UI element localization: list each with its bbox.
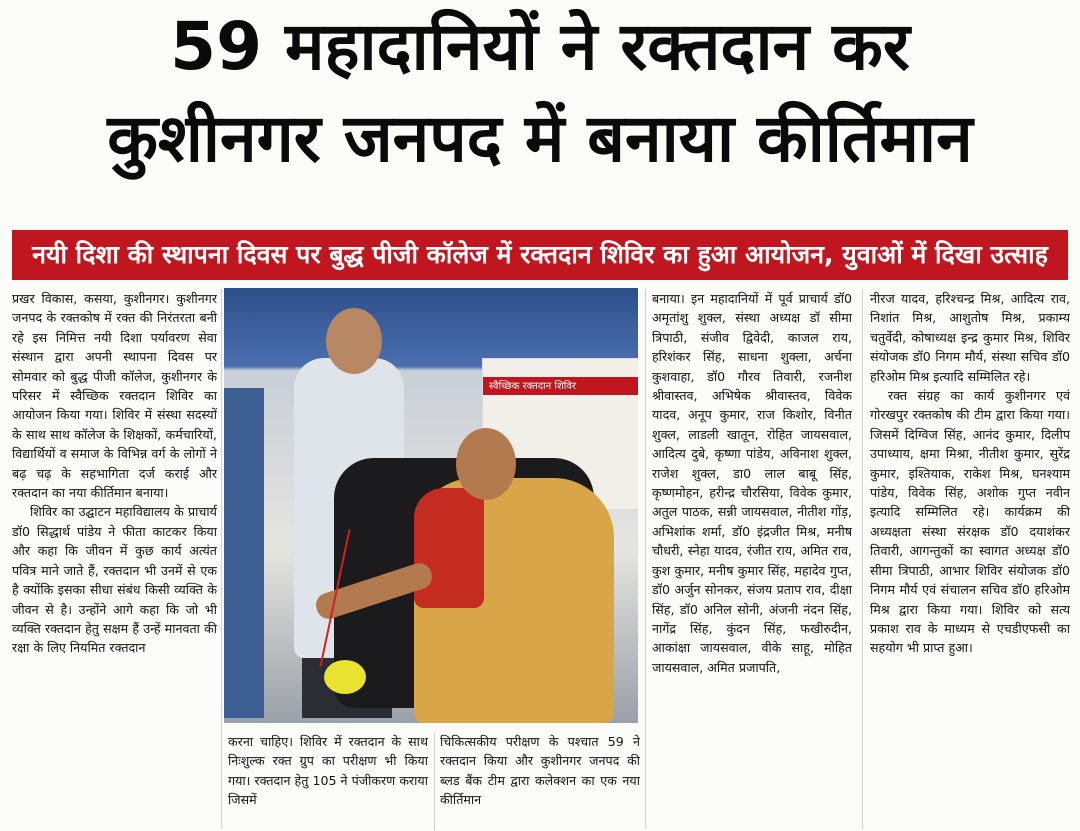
column-rule <box>645 289 646 829</box>
background-person <box>224 388 264 718</box>
poster-text: स्वैच्छिक रक्तदान शिविर <box>489 381 576 392</box>
article-column-2 <box>228 732 428 830</box>
column-rule <box>862 289 863 829</box>
headline <box>0 8 1080 186</box>
column-rule <box>434 732 435 830</box>
paragraph: बनाया। इन महादानियों में पूर्व प्राचार्य डॉ0 अमृतांशु शुक्ल, संस्था अध्यक्ष डॉ सीमा त्रिपाठी, संजीव द्विवेदी, काजल राय, हरिशंकर सिंह, साधना शुक्ला, अर्चना कुशवाहा, डॉ0 गौरव तिवारी, रजनीश श्रीवास्तव, अभिषेक श्रीवास्तव, विवेक यादव, अनूप कुमार, राज किशोर, विनीत शुक्ल, लाडली खातून, रोहित जायसवाल, आदित्य दुबे, कृष्णा पांडेय, अविनाश शुक्ल, राजेश शुक्ल, डा0 लाल बाबू सिंह, कृष्णमोहन, हरीन्द्र चौरसिया, विवेक कुमार, अतुल पाठक, सन्नी जायसवाल, नीतीश गोंड़, अभिशांक शर्मा, डॉ0 इंद्रजीत मिश्र, मनीष चौधरी, स्नेहा यादव, रंजीत राय, अमित राव, कुश कुमार, मनीष कुमार सिंह, महादेव गुप्त, डॉ0 अर्जुन सोनकर, संजय प्रताप राव, दीक्षा सिंह, डॉ0 अनिल सोनी, अंजनी नंदन सिंह, नागेंद्र सिंह, कुंदन सिंह, फखीरुदीन, आकांक्षा जायसवाल, वीके साहू, मोहित जायसवाल, अमित प्रजापति, <box>652 291 852 675</box>
woman-head <box>456 428 516 500</box>
paragraph: नीरज यादव, हरिश्चन्द्र मिश्र, आदित्य राव, निशांत मिश्र, आशुतोष मिश्र, प्रकाम्य चतुर्वेदी, कोषाध्यक्ष इन्द्र कुमार मिश्र, शिविर संयोजक डॉ0 निगम मौर्य, संस्था सचिव डॉ0 हरिओम मिश्र इत्यादि सम्मिलित रहे। <box>870 291 1070 384</box>
woman-blouse <box>414 488 484 608</box>
column-rule <box>221 289 222 829</box>
blood-donation-photo <box>224 288 638 723</box>
article-column-1 <box>12 289 217 829</box>
headline-line-1: 59 महादानियों ने रक्तदान कर <box>170 8 910 85</box>
article-column-4 <box>652 289 852 829</box>
article-column-5 <box>870 289 1070 829</box>
stress-ball <box>324 660 366 694</box>
man-head <box>326 308 382 374</box>
subheadline-banner: नयी दिशा की स्थापना दिवस पर बुद्ध पीजी कॉलेज में रक्तदान शिविर का हुआ आयोजन, युवाओं में दिखा उत्साह <box>12 230 1068 280</box>
paragraph: चिकित्सकीय परीक्षण के पश्चात 59 ने रक्तदान किया और कुशीनगर जनपद की ब्लड बैंक टीम द्वारा कलेक्शन का एक नया कीर्तिमान <box>440 734 640 808</box>
article-column-3 <box>440 732 640 830</box>
paragraph: करना चाहिए। शिविर में रक्तदान के साथ निःशुल्क रक्त ग्रुप का परीक्षण भी किया गया। रक्तदान हेतु 105 ने पंजीकरण कराया जिसमें <box>228 734 428 808</box>
paragraph: शिविर का उद्घाटन महाविद्यालय के प्राचार्य डॉ0 सिद्धार्थ पांडेय ने फीता काटकर किया और कहा कि जीवन में कुछ कार्य अत्यंत पवित्र माने जाते हैं, रक्तदान भी उनमें से एक है क्योंकि इसका सीधा संबंध किसी व्यक्ति के जीवन से है। उन्होंने आगे कहा कि जो भी व्यक्ति रक्तदान हेतु सक्षम हैं उन्हें मानवता की रक्षा के लिए नियमित रक्तदान <box>12 504 217 656</box>
paragraph: प्रखर विकास, कसया, कुशीनगर। कुशीनगर जनपद के रक्तकोष में रक्त की निरंतरता बनी रहे इस निमित्त नयी दिशा पर्यावरण सेवा संस्थान द्वारा अपनी स्थापना दिवस पर सोमवार को बुद्ध पीजी कॉलेज, कुशीनगर के परिसर में स्वैच्छिक रक्तदान शिविर का आयोजन किया गया। शिविर में संस्था सदस्यों के साथ साथ कॉलेज के शिक्षकों, कर्मचारियों, विद्यार्थियों व समाज के विभिन्न वर्ग के लोगों ने बढ़ चढ़ के सहभागिता दर्ज कराई और रक्तदान का नया कीर्तिमान बनाया। <box>12 291 217 501</box>
headline-line-2: कुशीनगर जनपद में बनाया कीर्तिमान <box>107 100 973 177</box>
paragraph: रक्त संग्रह का कार्य कुशीनगर एवं गोरखपुर रक्तकोष की टीम द्वारा किया गया। जिसमें दिग्विज सिंह, आनंद कुमार, दिलीप उपाध्याय, क्षमा मिश्रा, नीतीश कुमार, सुरेंद्र कुमार, इश्तियाक, राकेश मिश्र, घनश्याम पांडेय, विवेक सिंह, अशोक गुप्त नवीन इत्यादि सम्मिलित रहे। कार्यक्रम की अध्यक्षता संस्था संरक्षक डॉ0 दयाशंकर तिवारी, आगन्तुकों का स्वागत अध्यक्ष डॉ0 सीमा त्रिपाठी, आभार शिविर संयोजक डॉ0 निगम मौर्य एवं संचालन सचिव डॉ0 हरिओम मिश्र द्वारा किया गया। शिविर को सत्य प्रकाश राव के माध्यम से एचडीएफसी का सहयोग भी प्राप्त हुआ। <box>870 388 1070 656</box>
